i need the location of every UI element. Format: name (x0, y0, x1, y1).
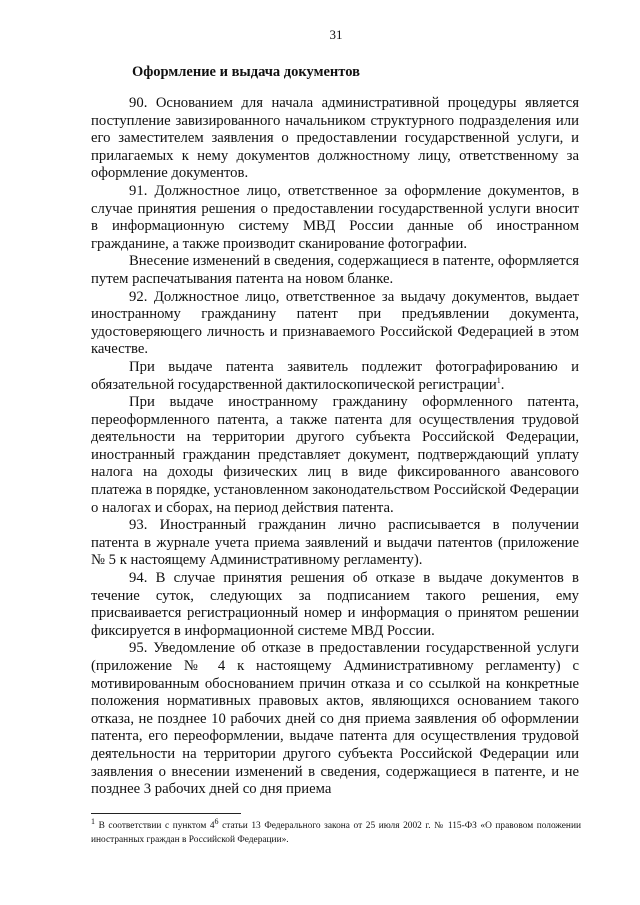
paragraph-91-changes: Внесение изменений в сведения, содержащиеся в патенте, оформляется путем распечатывания патента на новом бланке. (91, 253, 579, 287)
paragraph-92-photo-text: При выдаче патента заявитель подлежит фотографированию и обязательной государственной дактилоскопической регистрации (91, 358, 579, 393)
sentence-end: . (500, 376, 505, 393)
footnote-marker: 1 (91, 816, 95, 826)
footnote-reference: 1 (496, 375, 501, 385)
paragraph-92-photo (91, 359, 579, 394)
footnote-sup-number: 6 (214, 816, 219, 826)
page-number: 31 (329, 27, 343, 42)
paragraph-93: 93. Иностранный гражданин лично расписывается в получении патента в журнале учета приема заявлений и выдачи патентов (приложение № 5 к настоящему Административному регламенту). (91, 517, 579, 569)
footnote-text-before: В соответствии с пунктом 4 (95, 821, 215, 831)
document-body (91, 95, 579, 799)
footnote-divider (91, 813, 241, 814)
paragraph-95: 95. Уведомление об отказе в предоставлении государственной услуги (приложение № 4 к настоящему Административному регламенту) с мотивированным обоснованием причин отказа и со ссылкой на конкретные положения нормативных правовых актов, являющихся основанием такого отказа, не позднее 10 рабочих дней со дня приема заявления об оформлении патента, его переоформлении, выдаче патента для осуществления трудовой деятельности на территории другого субъекта Российской Федерации или заявления о внесении изменений в сведения, содержащиеся в патенте, и не позднее 3 рабочих дней со дня приема (91, 640, 579, 798)
paragraph-91: 91. Должностное лицо, ответственное за оформление документов, в случае принятия решения о предоставлении государственной услуги вносит в информационную систему МВД России данные об иностранном гражданине, а также производит сканирование фотографии. (91, 182, 579, 252)
paragraph-94: 94. В случае принятия решения об отказе в выдаче документов в течение суток, следующих за подписанием такого решения, ему присваивается регистрационный номер и информация о принятом решении фиксируется в информационной системе МВД России. (91, 570, 579, 639)
paragraph-92: 92. Должностное лицо, ответственное за выдачу документов, выдает иностранному гражданину патент при предъявлении документа, удостоверяющего личность и признаваемого Российской Федерацией в этом качестве. (91, 288, 579, 358)
section-heading: Оформление и выдача документов (132, 64, 360, 80)
footnote (91, 816, 581, 847)
paragraph-90: 90. Основанием для начала административной процедуры является поступление завизированного начальником структурного подразделения или его заместителем заявления о предоставлении государственной услуги, и прилагаемых к нему документов должностному лицу, ответственному за оформление документов. (91, 95, 579, 182)
footnote-text-after: статьи 13 Федерального закона от 25 июля 2002 г. № 115-ФЗ «О правовом положении иностранных граждан в Российской Федерации». (91, 821, 581, 845)
paragraph-92-tax: При выдаче иностранному гражданину оформленного патента, переоформленного патента, а также патента для осуществления трудовой деятельности на территории другого субъекта Российской Федерации, иностранный гражданин представляет документ, подтверждающий уплату налога на доходы физических лиц в виде фиксированного авансового платежа в порядке, установленном законодательством Российской Федерации о налогах и сборах, на период действия патента. (91, 394, 579, 516)
